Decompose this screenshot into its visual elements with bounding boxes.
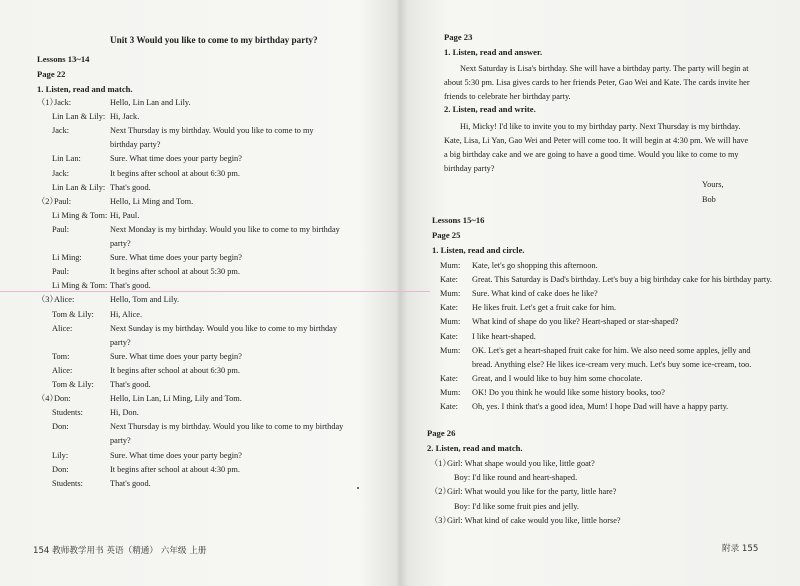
exercise-write-heading: 2. Listen, read and write. (444, 104, 536, 114)
speaker-label: Paul: (54, 196, 72, 206)
dialogue-line: Sure. What time does your party begin? (110, 450, 242, 460)
speaker-label: Tom & Lily: (52, 309, 94, 319)
dialogue-number: （4） (37, 394, 58, 404)
speaker-label: Alice: (52, 365, 73, 375)
speaker-label: Jack: (54, 98, 72, 107)
dialogue-line: What kind of shape do you like? Heart-shaped or star-shaped? (472, 317, 679, 327)
speaker-label: Kate: (440, 303, 458, 313)
speaker-label: Mum: (440, 289, 461, 299)
speaker-label: Jack: (52, 168, 70, 178)
dialogue-line: Next Monday is my birthday. Would you like to come to my birthday (110, 224, 340, 234)
page-25-label: Page 25 (432, 230, 461, 240)
speaker-label: Kate: (440, 402, 458, 411)
exercise-answer-heading: 1. Listen, read and answer. (444, 47, 543, 57)
dialogue-line: Hi, Don. (110, 408, 139, 418)
lessons-15-16-heading: Lessons 15~16 (432, 215, 485, 225)
invitation-line: birthday party? (444, 164, 495, 173)
match-line: Boy: I'd like some fruit pies and jelly. (454, 501, 579, 511)
dialogue-line: It begins after school at about 6:30 pm. (110, 365, 240, 375)
speaker-label: Paul: (52, 224, 70, 234)
speaker-label: Li Ming: (52, 253, 82, 263)
page-label: Page 22 (37, 69, 66, 79)
speaker-label: Don: (52, 464, 69, 474)
speaker-label: Don: (54, 394, 71, 404)
speaker-label: Don: (52, 422, 69, 432)
speaker-label: Mum: (440, 345, 461, 355)
match-line: Girl: What would you like for the party, little hare? (447, 487, 617, 497)
dialogue-line: Great. This Saturday is Dad's birthday. Let's buy a big birthday cake for his birthday party. (472, 275, 772, 285)
dialogue-line-continued: party? (110, 337, 131, 347)
item-number: （3） (430, 515, 451, 525)
dialogue-line-continued: party? (110, 436, 131, 446)
speaker-label: Students: (52, 478, 83, 488)
exercise-match-heading: 2. Listen, read and match. (427, 443, 523, 453)
invitation-line: Hi, Micky! I'd like to invite you to my birthday party. Next Thursday is my birthday. (460, 122, 741, 131)
speaker-label: Alice: (52, 323, 73, 333)
left-footer: 154 教师教学用书 英语（精通） 六年级 上册 (33, 546, 207, 556)
letter-signature: Bob (702, 195, 716, 204)
dialogue-line: Next Thursday is my birthday. Would you like to come to my (110, 126, 314, 136)
dialogue-line: Hello, Lin Lan and Lily. (110, 98, 191, 107)
dialogue-line: It begins after school at about 5:30 pm. (110, 267, 240, 277)
speaker-label: Mum: (440, 261, 461, 270)
match-line: Boy: I'd like round and heart-shaped. (454, 473, 578, 483)
dialogue-line: Kate, let's go shopping this afternoon. (472, 261, 598, 270)
letter-closing: Yours, (702, 180, 724, 189)
exercise-heading: 1. Listen, read and match. (37, 84, 133, 94)
dialogue-line: He likes fruit. Let's get a fruit cake for him. (472, 303, 617, 313)
dialogue-line-continued: party? (110, 239, 131, 248)
item-number: （2） (430, 487, 451, 497)
story-line: friends to celebrate her birthday party. (444, 92, 571, 101)
page-23-label: Page 23 (444, 32, 473, 42)
match-line: Girl: What kind of cake would you like, little horse? (447, 515, 621, 525)
speaker-label: Lin Lan: (52, 154, 81, 164)
dialogue-line: That's good. (110, 182, 151, 192)
dialogue-line: OK. Let's get a heart-shaped fruit cake for him. We also need some apples, jelly and (472, 345, 751, 355)
story-line: about 5:30 pm. Lisa gives cards to her friends Peter, Gao Wei and Kate. The cards invite her (444, 78, 750, 87)
speaker-label: Tom: (52, 351, 70, 361)
dialogue-number: （3） (37, 295, 58, 305)
exercise-circle-heading: 1. Listen, read and circle. (432, 245, 525, 255)
dialogue-line: Oh, yes. I think that's a good idea, Mum! I hope Dad will have a happy party. (472, 402, 729, 411)
dialogue-line: It begins after school at about 4:30 pm. (110, 464, 240, 474)
dialogue-line: Hello, Li Ming and Tom. (110, 196, 194, 206)
dialogue-line: Sure. What time does your party begin? (110, 253, 242, 263)
right-page (402, 0, 800, 586)
dialogue-line: Sure. What time does your party begin? (110, 351, 242, 361)
speaker-label: Kate: (440, 331, 458, 341)
dialogue-line: Sure. What time does your party begin? (110, 154, 242, 164)
dialogue-line: Hi, Jack. (110, 112, 140, 122)
item-number: （1） (430, 459, 451, 468)
dialogue-line: Hi, Paul. (110, 210, 140, 220)
speaker-label: Li Ming & Tom: (52, 281, 108, 291)
dialogue-line: That's good. (110, 380, 151, 389)
dialogue-line: Great, and I would like to buy him some chocolate. (472, 373, 643, 383)
dialogue-line: OK! Do you think he would like some history books, too? (472, 387, 665, 397)
dialogue-line-continued: bread. Anything else? He likes ice-cream very much. Let's buy some ice-cream, too. (472, 359, 752, 369)
invitation-line: a big birthday cake and we are going to have a good time. Would you like to come to my (444, 150, 739, 159)
dialogue-line: It begins after school at about 6:30 pm. (110, 168, 240, 178)
speaker-label: Kate: (440, 373, 458, 383)
speaker-label: Mum: (440, 317, 461, 327)
speaker-label: Kate: (440, 275, 458, 285)
speaker-label: Lin Lan & Lily: (52, 182, 106, 192)
unit-title: Unit 3 Would you like to come to my birthday party? (110, 35, 318, 45)
dialogue-number: （2） (37, 196, 58, 206)
speaker-label: Alice: (54, 295, 75, 305)
dialogue-number: （1） (37, 98, 58, 107)
match-line: Girl: What shape would you like, little goat? (447, 459, 595, 468)
dialogue-line: Next Sunday is my birthday. Would you like to come to my birthday (110, 323, 338, 333)
speaker-label: Paul: (52, 267, 70, 277)
dialogue-line: Next Thursday is my birthday. Would you like to come to my birthday (110, 422, 344, 432)
dialogue-line: That's good. (110, 478, 151, 488)
invitation-line: Kate, Lisa, Li Yan, Gao Wei and Peter will come too. It will begin at 4:30 pm. We will have (444, 136, 749, 145)
speaker-label: Lily: (52, 450, 69, 460)
speaker-label: Students: (52, 408, 83, 418)
dialogue-line: Hello, Tom and Lily. (110, 295, 180, 305)
page-26-label: Page 26 (427, 428, 456, 438)
dialogue-line: I like heart-shaped. (472, 331, 536, 341)
left-page (0, 0, 398, 586)
speaker-label: Jack: (52, 126, 70, 136)
dialogue-line-continued: birthday party? (110, 140, 161, 150)
speaker-label: Tom & Lily: (52, 380, 94, 389)
speaker-label: Li Ming & Tom: (52, 210, 108, 220)
dialogue-line: Sure. What kind of cake does he like? (472, 289, 598, 299)
right-footer: 附录 155 (722, 544, 759, 554)
speaker-label: Lin Lan & Lily: (52, 112, 106, 122)
speck (357, 487, 359, 489)
dialogue-line: Hello, Lin Lan, Li Ming, Lily and Tom. (110, 394, 242, 404)
speaker-label: Mum: (440, 387, 461, 397)
dialogue-line: Hi, Alice. (110, 309, 143, 319)
lessons-heading: Lessons 13~14 (37, 54, 90, 64)
dialogue-line: That's good. (110, 281, 151, 291)
story-line: Next Saturday is Lisa's birthday. She will have a birthday party. The party will begin at (460, 64, 749, 73)
